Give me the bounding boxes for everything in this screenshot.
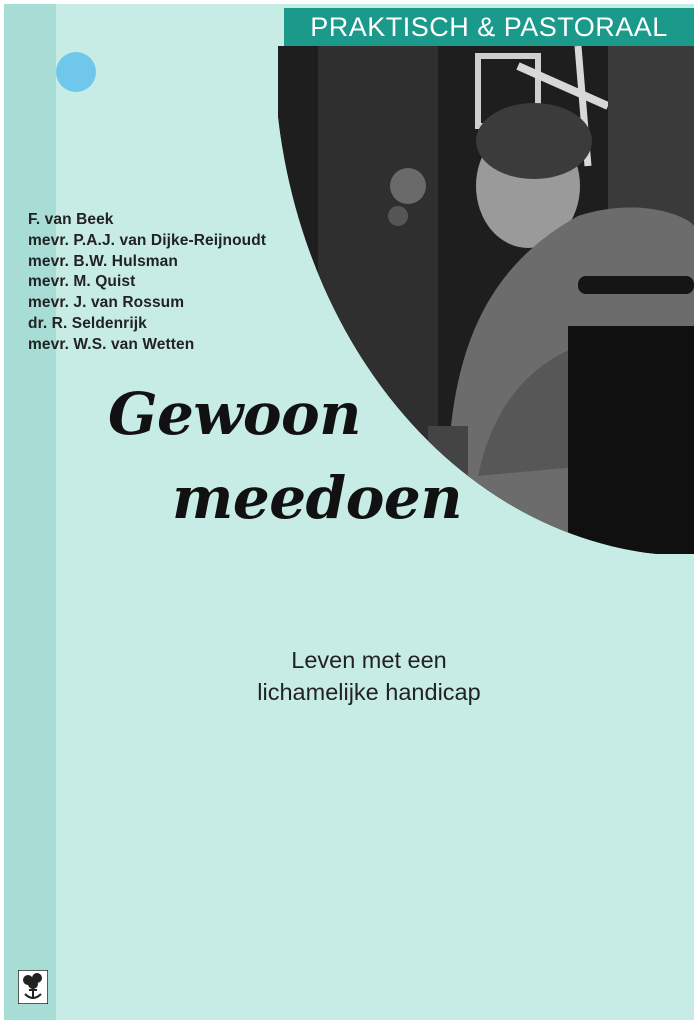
publisher-logo-icon <box>18 970 48 1004</box>
author-name: dr. R. Seldenrijk <box>28 314 147 332</box>
author-name: mevr. B.W. Hulsman <box>28 252 178 270</box>
punch-hole-sticker <box>56 52 96 92</box>
author-name: F. van Beek <box>28 211 114 228</box>
book-title-line-1: Gewoon <box>108 380 361 448</box>
author-list <box>28 210 266 356</box>
series-title: PRAKTISCH & PASTORAAL <box>310 11 668 42</box>
book-title-line-2: meedoen <box>172 464 462 532</box>
author-name: mevr. J. van Rossum <box>28 294 185 312</box>
book-cover <box>4 4 694 1020</box>
book-subtitle <box>194 644 544 708</box>
author-name: mevr. P.A.J. van Dijke-Reijnoudt <box>28 231 267 249</box>
subtitle-line-2: lichamelijke handicap <box>257 679 481 705</box>
spine-strip <box>4 4 56 1020</box>
author-name: mevr. W.S. van Wetten <box>28 335 195 353</box>
author-name: mevr. M. Quist <box>28 273 136 291</box>
series-banner <box>284 8 694 46</box>
subtitle-line-1: Leven met een <box>291 647 447 673</box>
